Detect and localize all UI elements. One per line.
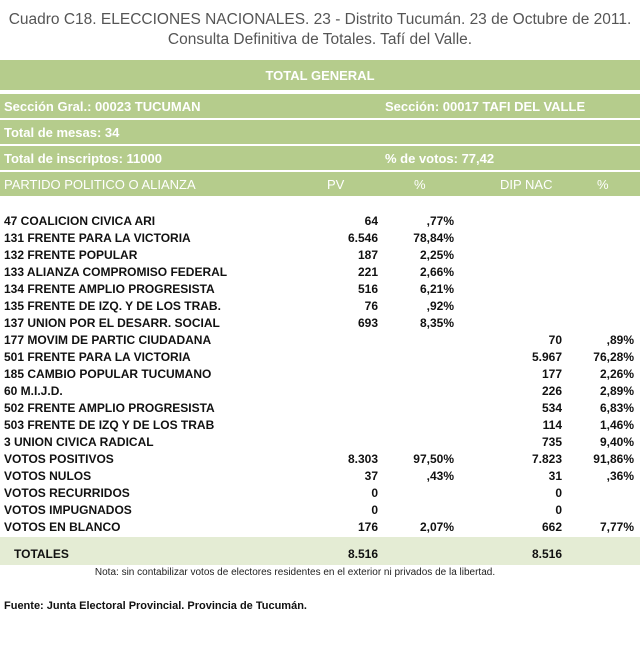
- dipnac-votes: 662: [541, 520, 562, 534]
- pv-votes: 6.546: [347, 231, 378, 245]
- table-row: [0, 450, 640, 467]
- report-title-line2: Consulta Definitiva de Totales. Tafí del Valle.: [167, 31, 473, 48]
- totales-dipnac: 8.516: [531, 547, 562, 561]
- total-inscriptos: Total de inscriptos: 11000: [4, 151, 162, 166]
- table-row: [0, 433, 640, 450]
- dipnac-votes: 114: [542, 418, 562, 432]
- dipnac-pct: ,36%: [606, 469, 634, 483]
- party-name: 131 FRENTE PARA LA VICTORIA: [4, 231, 191, 245]
- dipnac-votes: 534: [541, 401, 562, 415]
- totales-label: TOTALES: [14, 547, 69, 561]
- dipnac-pct: 2,89%: [599, 384, 634, 398]
- col-partido: PARTIDO POLITICO O ALIANZA: [4, 177, 196, 192]
- pv-votes: 693: [357, 316, 378, 330]
- dipnac-pct: 76,28%: [593, 350, 634, 364]
- party-name: VOTOS POSITIVOS: [4, 452, 114, 466]
- party-name: 185 CAMBIO POPULAR TUCUMANO: [4, 367, 212, 381]
- table-row: [0, 280, 640, 297]
- party-name: 133 ALIANZA COMPROMISO FEDERAL: [4, 265, 228, 279]
- dipnac-votes: 177: [541, 367, 562, 381]
- pv-pct: ,92%: [426, 299, 454, 313]
- pv-votes: 0: [371, 503, 378, 517]
- seccion: Sección: 00017 TAFI DEL VALLE: [385, 99, 586, 114]
- pct-votos: % de votos: 77,42: [385, 151, 495, 166]
- table-row: [0, 246, 640, 263]
- party-name: 503 FRENTE DE IZQ Y DE LOS TRAB: [4, 418, 215, 432]
- table-row: [0, 484, 640, 501]
- pv-votes: 76: [364, 299, 378, 313]
- dipnac-votes: 5.967: [531, 350, 562, 364]
- pv-pct: 8,35%: [419, 316, 454, 330]
- source-line: Fuente: Junta Electoral Provincial. Provincia de Tucumán.: [4, 600, 307, 612]
- pv-votes: 8.303: [347, 452, 378, 466]
- table-row: [0, 501, 640, 518]
- dipnac-votes: 0: [555, 503, 562, 517]
- total-mesas: Total de mesas: 34: [4, 125, 120, 140]
- dipnac-votes: 7.823: [531, 452, 562, 466]
- dipnac-pct: 91,86%: [593, 452, 634, 466]
- pv-pct: 2,25%: [419, 248, 454, 262]
- table-row: [0, 467, 640, 484]
- table-row: [0, 416, 640, 433]
- report-title-line1: Cuadro C18. ELECCIONES NACIONALES. 23 - Distrito Tucumán. 23 de Octubre de 2011.: [8, 11, 632, 28]
- party-name: 134 FRENTE AMPLIO PROGRESISTA: [4, 282, 215, 296]
- dipnac-pct: 1,46%: [599, 418, 634, 432]
- inscriptos-band: [0, 146, 640, 170]
- results-table: [0, 212, 640, 535]
- party-name: VOTOS RECURRIDOS: [4, 486, 130, 500]
- party-name: 502 FRENTE AMPLIO PROGRESISTA: [4, 401, 215, 415]
- dipnac-votes: 0: [555, 486, 562, 500]
- seccion-gral: Sección Gral.: 00023 TUCUMAN: [4, 99, 201, 114]
- pv-pct: ,43%: [426, 469, 454, 483]
- column-header-band: [0, 172, 640, 196]
- table-row: [0, 365, 640, 382]
- table-row: [0, 212, 640, 229]
- pv-pct: 6,21%: [419, 282, 454, 296]
- table-row: [0, 229, 640, 246]
- dipnac-votes: 226: [541, 384, 562, 398]
- party-name: 132 FRENTE POPULAR: [4, 248, 138, 262]
- dipnac-pct: 6,83%: [599, 401, 634, 415]
- party-name: 135 FRENTE DE IZQ. Y DE LOS TRAB.: [4, 299, 221, 313]
- pv-pct: 2,07%: [419, 520, 454, 534]
- dipnac-pct: 9,40%: [599, 435, 634, 449]
- party-name: 137 UNION POR EL DESARR. SOCIAL: [4, 316, 220, 330]
- dipnac-pct: ,89%: [606, 333, 634, 347]
- col-pv-pct: %: [414, 177, 426, 192]
- pv-votes: 516: [357, 282, 378, 296]
- party-name: VOTOS EN BLANCO: [4, 520, 121, 534]
- dipnac-pct: 2,26%: [599, 367, 634, 381]
- totales-pv: 8.516: [347, 547, 378, 561]
- pv-pct: ,77%: [426, 214, 454, 228]
- party-name: 501 FRENTE PARA LA VICTORIA: [4, 350, 191, 364]
- totales-row: [0, 537, 640, 565]
- table-row: [0, 399, 640, 416]
- party-name: 177 MOVIM DE PARTIC CIUDADANA: [4, 333, 212, 347]
- col-pv: PV: [327, 177, 345, 192]
- pv-pct: 2,66%: [419, 265, 454, 279]
- pv-votes: 176: [357, 520, 378, 534]
- mesas-band: [0, 120, 640, 144]
- pv-votes: 64: [364, 214, 378, 228]
- table-row: [0, 297, 640, 314]
- dipnac-votes: 735: [541, 435, 562, 449]
- total-general-band: [0, 60, 640, 90]
- pv-pct: 97,50%: [413, 452, 454, 466]
- table-row: [0, 518, 640, 535]
- party-name: VOTOS IMPUGNADOS: [4, 503, 132, 517]
- seccion-band: [0, 94, 640, 118]
- table-row: [0, 263, 640, 280]
- total-general-label: TOTAL GENERAL: [265, 68, 375, 83]
- pv-votes: 37: [364, 469, 378, 483]
- party-name: 47 COALICION CIVICA ARI: [4, 214, 156, 228]
- pv-votes: 187: [357, 248, 378, 262]
- col-dipnac: DIP NAC: [500, 177, 553, 192]
- party-name: 60 M.I.J.D.: [4, 384, 63, 398]
- party-name: VOTOS NULOS: [4, 469, 92, 483]
- table-row: [0, 382, 640, 399]
- party-name: 3 UNION CIVICA RADICAL: [4, 435, 154, 449]
- pv-pct: 78,84%: [413, 231, 454, 245]
- table-row: [0, 331, 640, 348]
- dipnac-pct: 7,77%: [599, 520, 634, 534]
- table-row: [0, 348, 640, 365]
- table-row: [0, 314, 640, 331]
- dipnac-votes: 70: [548, 333, 562, 347]
- col-dipnac-pct: %: [597, 177, 609, 192]
- footnote: Nota: sin contabilizar votos de electores residentes en el exterior ni privados de la libertad.: [94, 567, 496, 578]
- pv-votes: 0: [371, 486, 378, 500]
- dipnac-votes: 31: [548, 469, 562, 483]
- pv-votes: 221: [357, 265, 378, 279]
